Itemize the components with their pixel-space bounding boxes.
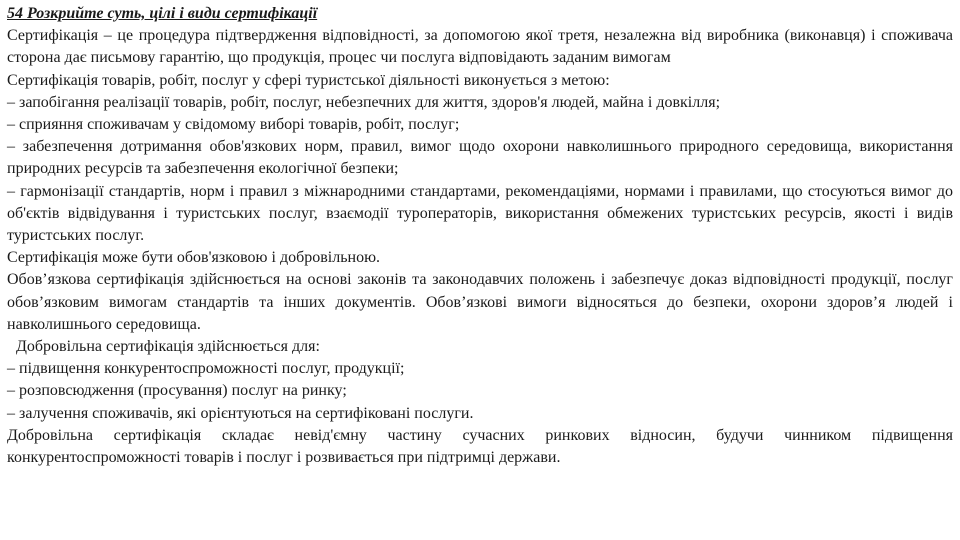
voluntary-intro: Добровільна сертифікація здійснюється для: bbox=[16, 338, 320, 356]
purpose-item-2: – сприяння споживачам у свідомому виборі товарів, робіт, послуг; bbox=[7, 116, 460, 134]
voluntary-item-3: – залучення споживачів, які орієнтуються на сертифіковані послуги. bbox=[7, 404, 474, 422]
purpose-item-4: – гармонізації стандартів, норм і правил з міжнародними стандартами, рекомендаціями, нормами і правилами, що стосуються вимог до об'єктів відвідування і туристських послуг, взаємодії туроператорів, використання обмежених туристських ресурсів, якості і видів туристських послуг. bbox=[7, 182, 953, 245]
purpose-intro: Сертифікація товарів, робіт, послуг у сфері туристської діяльності виконується з метою: bbox=[7, 71, 610, 89]
document-title: 54 Розкрийте суть, цілі і види сертифікації bbox=[7, 5, 318, 22]
voluntary-item-1: – підвищення конкурентоспроможності послуг, продукції; bbox=[7, 360, 405, 378]
definition-paragraph: Сертифікація – це процедура підтвердження відповідності, за допомогою якої третя, незалежна від виробника (виконавця) і споживача сторона дає письмову гарантію, що продукція, процес чи послуга відповідають заданим вимогам bbox=[7, 27, 953, 67]
voluntary-item-2: – розповсюдження (просування) послуг на ринку; bbox=[7, 382, 347, 400]
document-body bbox=[7, 3, 953, 469]
types-paragraph: Сертифікація може бути обов'язковою і добровільною. bbox=[7, 249, 381, 267]
purpose-item-1: – запобігання реалізації товарів, робіт, послуг, небезпечних для життя, здоров'я людей, майна і довкілля; bbox=[7, 93, 721, 111]
purpose-item-3: – забезпечення дотримання обов'язкових норм, правил, вимог щодо охорони навколишнього природного середовища, використання природних ресурсів та забезпечення екологічної безпеки; bbox=[7, 138, 953, 178]
mandatory-paragraph: Обов’язкова сертифікація здійснюється на основі законів та законодавчих положень і забезпечує доказ відповідності продукції, послуг обов’язковим вимогам стандартів та інших документів. Обов’язкові вимоги відносяться до безпеки, охорони здоров’я людей і навколишнього середовища. bbox=[7, 271, 953, 333]
closing-paragraph: Добровільна сертифікація складає невід'ємну частину сучасних ринкових відносин, будучи чинником підвищення конкурентоспроможності товарів і послуг і розвивається при підтримці держави. bbox=[7, 426, 953, 467]
